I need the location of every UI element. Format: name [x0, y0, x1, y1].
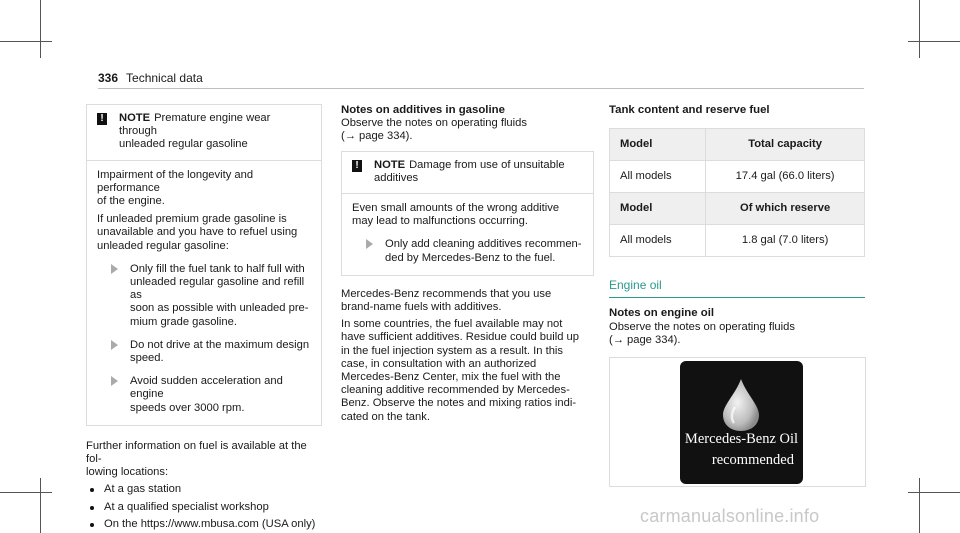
crop-mark [0, 41, 52, 42]
note-box [86, 104, 322, 426]
note-paragraph: Even small amounts of the wrong additive may lead to malfunctions occurring. [352, 202, 560, 228]
note-title [119, 112, 311, 152]
note-paragraph: If unleaded premium grade gasoline is unavailable and you have to refuel using unleaded regular gasoline: [97, 213, 298, 252]
note-header [342, 152, 593, 194]
arrow-right-icon [111, 340, 118, 350]
note-body [342, 194, 593, 275]
intro-paragraph: Observe the notes on operating fluids (→ page 334). [341, 117, 527, 143]
crop-mark [908, 41, 960, 42]
instruction-step: Avoid sudden acceleration and engine speeds over 3000 rpm. [97, 375, 311, 415]
location-list [86, 483, 322, 531]
left-column [86, 104, 322, 531]
logo-line: recommended [711, 452, 794, 469]
list-item: At a gas station [86, 483, 322, 496]
page-number: 336 [98, 71, 119, 85]
bullet-icon [90, 488, 94, 492]
table-cell: All models [610, 161, 706, 193]
bullet-icon [90, 523, 94, 527]
arrow-right-icon [111, 376, 118, 386]
intro-paragraph: Observe the notes on operating fluids (→ page 334). [609, 320, 795, 346]
crop-mark [0, 492, 52, 493]
list-item[interactable]: On the https://www.mbusa.com (USA only) [86, 518, 322, 531]
engine-oil-section [609, 279, 865, 298]
fuel-table [609, 128, 865, 257]
note-body [87, 161, 321, 425]
middle-column [341, 104, 594, 424]
arrow-right-icon [366, 239, 373, 249]
watermark: carmanualsonline.info [640, 506, 820, 526]
table-header-row [610, 129, 865, 161]
more-info-paragraph: Further information on fuel is available at the fol- lowing locations: [86, 439, 307, 479]
note-label: NOTE [119, 112, 151, 124]
body-paragraph: Mercedes-Benz recommends that you use brand-name fuels with additives. [341, 287, 552, 314]
warning-icon: ! [352, 160, 362, 172]
list-item: At a qualified specialist workshop [86, 501, 322, 514]
table-cell: 17.4 gal (66.0 liters) [706, 161, 865, 193]
bullet-icon [90, 506, 94, 510]
header-rule [98, 88, 864, 89]
crop-mark [40, 0, 41, 58]
crop-mark [919, 478, 920, 533]
note-header [87, 105, 321, 161]
oil-drop-icon [711, 377, 771, 433]
instruction-step: Only add cleaning additives recommen- ded by Mercedes-Benz to the fuel. [352, 238, 583, 264]
section-name: Technical data [126, 71, 203, 85]
table-header-cell: Of which reserve [706, 193, 865, 225]
table-header-cell: Model [610, 193, 706, 225]
page-header [98, 71, 203, 85]
section-heading: Tank content and reserve fuel [609, 104, 770, 116]
subsection-heading: Notes on engine oil [609, 307, 715, 320]
instruction-step: Only fill the fuel tank to half full with unleaded regular gasoline and refill as soon as possible with unleaded pre- mium grade gasoline. [97, 263, 311, 329]
body-paragraph: In some countries, the fuel available may not have sufficient additives. Residue could build up in the fuel injection system as a result. In this case, in consultation with an authorized Mercedes-Benz Center, mix the fuel with the cleaning additive recommended by Mercedes- Benz. Observe the notes and mixing ratios indi- cated on the tank. [341, 318, 579, 423]
table-cell: All models [610, 225, 706, 257]
table-header-cell: Model [610, 129, 706, 161]
crop-mark [919, 0, 920, 58]
arrow-right-icon [111, 264, 118, 274]
table-header-row [610, 193, 865, 225]
note-box [341, 151, 594, 276]
table-row [610, 225, 865, 257]
note-title: NOTE Damage from use of unsuitable additives [374, 158, 565, 184]
note-title-line: Premature engine wear through [119, 112, 271, 138]
note-paragraph: Impairment of the longevity and performance of the engine. [97, 168, 254, 208]
section-title: Engine oil [609, 278, 662, 293]
table-row [610, 161, 865, 193]
note-title-line: unleaded regular gasoline [119, 138, 248, 151]
table-header-cell: Total capacity [706, 129, 865, 161]
crop-mark [40, 478, 41, 533]
table-cell: 1.8 gal (7.0 liters) [706, 225, 865, 257]
section-heading: Notes on additives in gasoline [341, 104, 505, 116]
warning-icon: ! [97, 113, 107, 125]
section-rule [609, 297, 865, 298]
instruction-step: Do not drive at the maximum design speed. [97, 339, 311, 365]
oil-logo-figure [609, 357, 866, 487]
crop-mark [908, 492, 960, 493]
mercedes-oil-logo [680, 361, 803, 484]
note-label: NOTE [374, 158, 406, 171]
right-column [609, 104, 865, 487]
logo-line: Mercedes-Benz Oil [684, 431, 799, 448]
